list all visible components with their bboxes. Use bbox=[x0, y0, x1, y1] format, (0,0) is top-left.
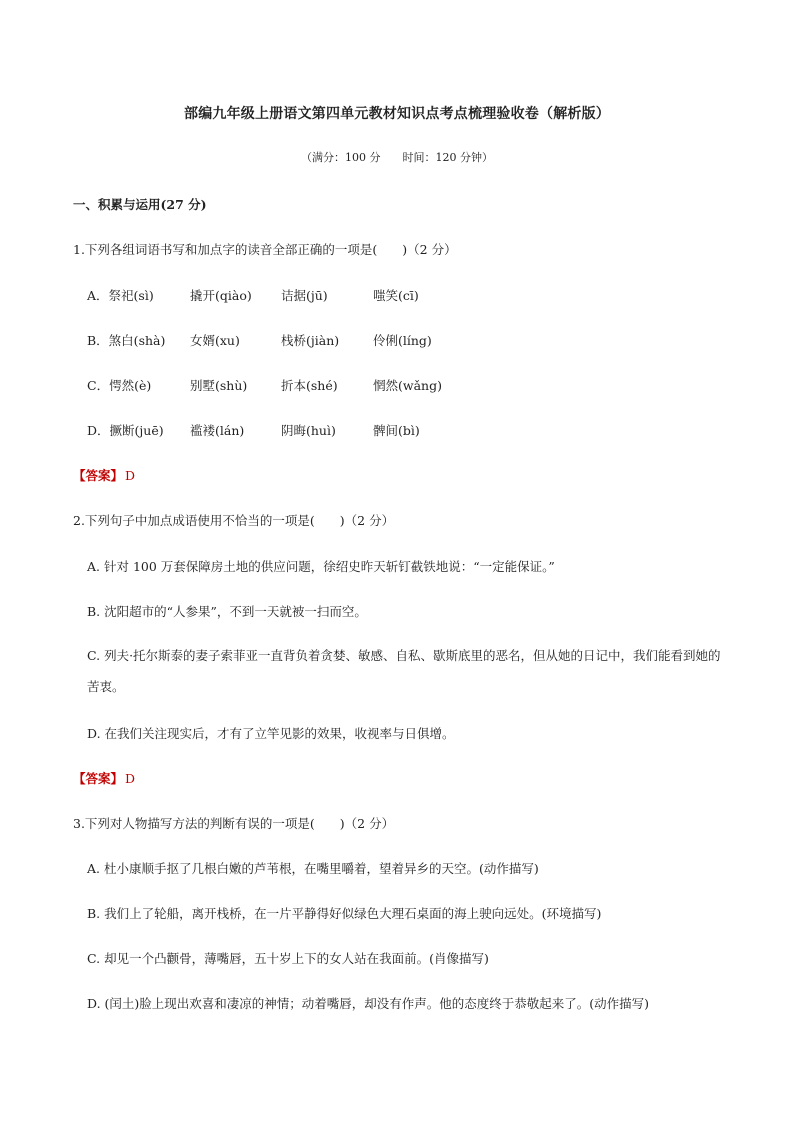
question-2-option-d: D. 在我们关注现实后，才有了立竿见影的效果，收视率与日俱增。 bbox=[87, 726, 455, 741]
option-cell: A．祭祀(sì) bbox=[87, 288, 154, 303]
question-2-answer bbox=[73, 769, 135, 787]
question-3-option-c: C. 却见一个凸颧骨，薄嘴唇，五十岁上下的女人站在我面前。(肖像描写) bbox=[87, 951, 489, 966]
option-cell: 伶俐(líng) bbox=[373, 333, 432, 348]
question-2-option-a: A. 针对 100 万套保障房土地的供应问题，徐绍史昨天斩钉截铁地说：“一定能保证。” bbox=[87, 559, 555, 574]
option-cell: 嗤笑(cī) bbox=[373, 288, 419, 303]
answer-value: D bbox=[125, 468, 136, 483]
option-cell: B．煞白(shà) bbox=[87, 333, 166, 348]
question-3-option-b: B. 我们上了轮船，离开栈桥，在一片平静得好似绿色大理石桌面的海上驶向远处。(环境描写) bbox=[87, 906, 602, 921]
question-2-option-c bbox=[73, 640, 723, 702]
option-cell: C．愕然(è) bbox=[87, 378, 152, 393]
option-cell: 折本(shé) bbox=[281, 378, 338, 393]
question-3-option-a: A. 杜小康顺手抠了几根白嫩的芦苇根，在嘴里嚼着，望着异乡的天空。(动作描写) bbox=[87, 861, 539, 876]
option-text: C. 列夫·托尔斯泰的妻子索菲亚一直背负着贪婪、敏感、自私、歇斯底里的恶名，但从她的日记中，我们能看到她的苦衷。 bbox=[87, 648, 721, 694]
question-1-stem: 1.下列各组词语书写和加点字的读音全部正确的一项是( )（2 分） bbox=[73, 242, 457, 257]
option-cell: 撬开(qiào) bbox=[190, 288, 252, 303]
full-score: （满分：100 分 bbox=[301, 151, 381, 164]
answer-label: 【答案】 bbox=[73, 468, 124, 483]
answer-label: 【答案】 bbox=[73, 771, 124, 786]
option-cell: 褴褛(lán) bbox=[190, 423, 245, 438]
question-3-stem: 3.下列对人物描写方法的判断有误的一项是( )（2 分） bbox=[73, 816, 395, 831]
option-cell: 阴晦(huì) bbox=[281, 423, 336, 438]
document-title: 部编九年级上册语文第四单元教材知识点考点梳理验收卷（解析版） bbox=[184, 106, 610, 122]
exam-info bbox=[0, 149, 794, 165]
question-2-stem: 2.下列句子中加点成语使用不恰当的一项是( )（2 分） bbox=[73, 513, 395, 528]
option-cell: 髀间(bì) bbox=[373, 423, 420, 438]
option-cell: 栈桥(jiàn) bbox=[281, 333, 340, 348]
option-cell: D．撅断(juē) bbox=[87, 423, 164, 438]
question-1-answer bbox=[73, 466, 135, 484]
section-heading: 一、积累与运用(27 分) bbox=[73, 197, 207, 212]
question-2-option-b: B. 沈阳超市的“人参果”，不到一天就被一扫而空。 bbox=[87, 604, 367, 619]
answer-value: D bbox=[125, 771, 136, 786]
option-cell: 别墅(shù) bbox=[190, 378, 248, 393]
question-3-option-d: D. (闰土)脸上现出欢喜和凄凉的神情；动着嘴唇，却没有作声。他的态度终于恭敬起来了。(动作描写) bbox=[87, 996, 650, 1011]
option-cell: 惘然(wǎng) bbox=[373, 378, 442, 393]
option-cell: 女婿(xu) bbox=[190, 333, 240, 348]
option-cell: 诘据(jū) bbox=[281, 288, 328, 303]
exam-time: 时间：120 分钟） bbox=[402, 151, 493, 164]
